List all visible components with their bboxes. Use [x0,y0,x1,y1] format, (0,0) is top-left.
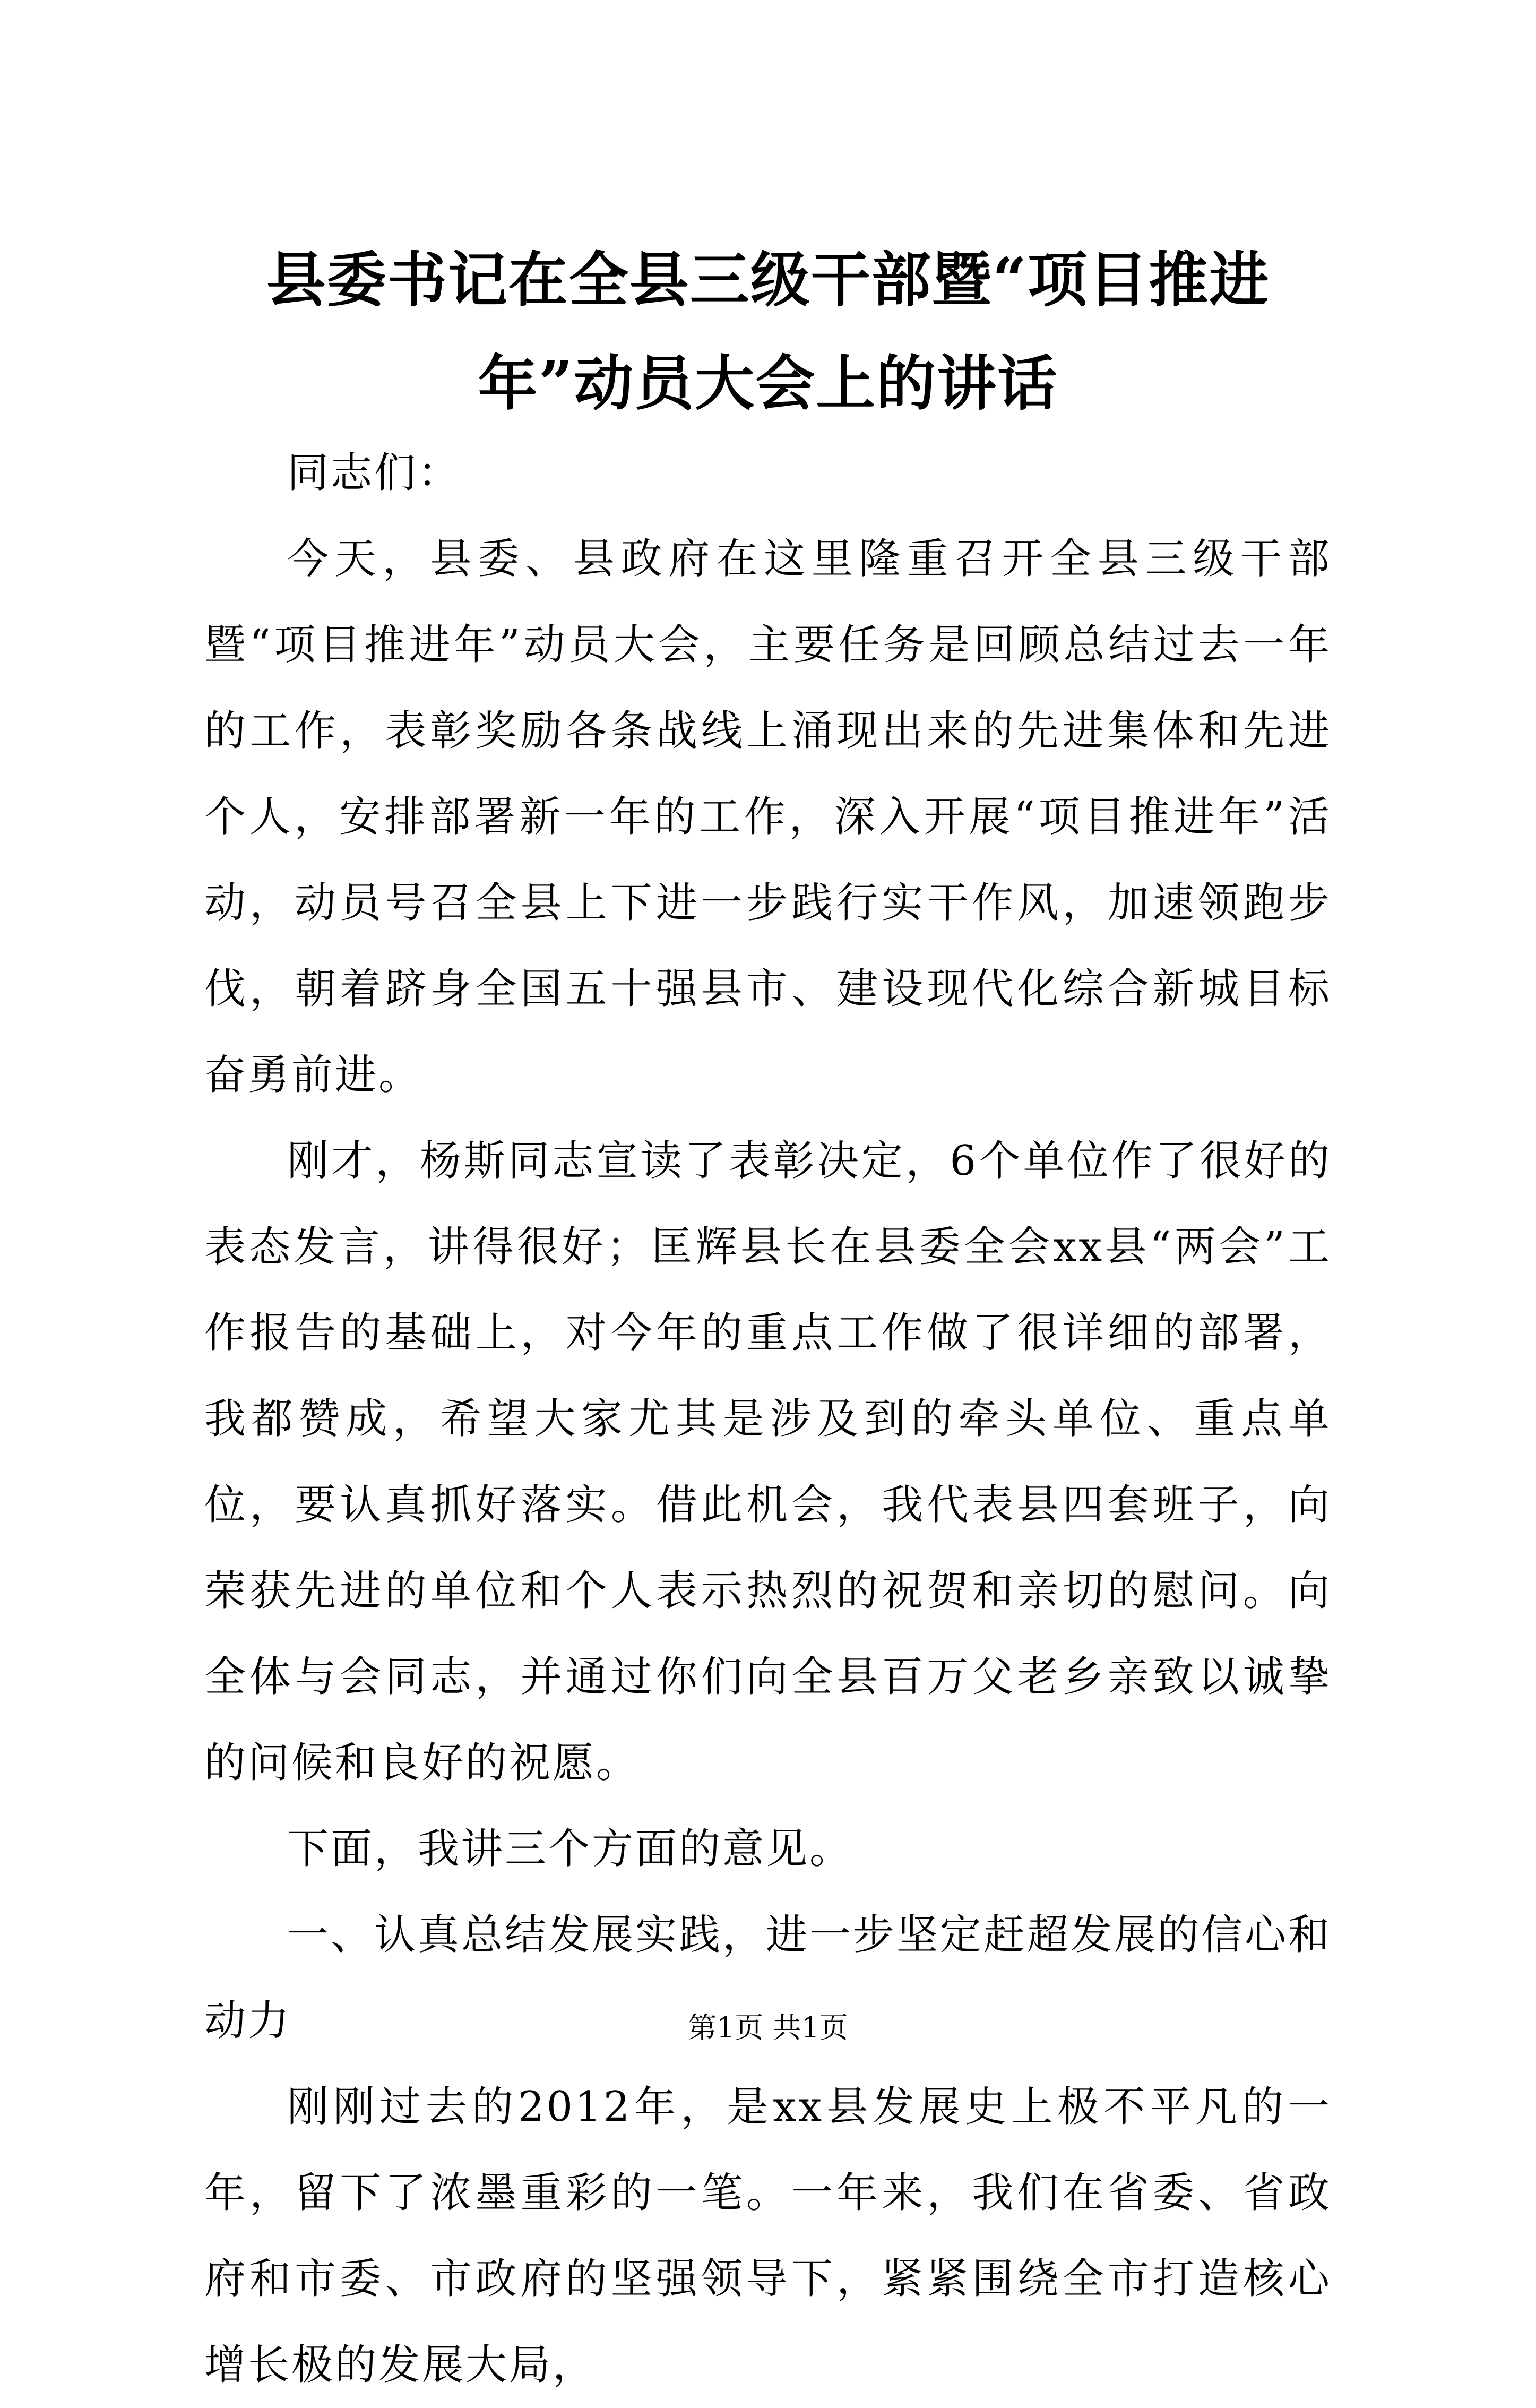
salutation-paragraph: 同志们： [287,449,462,497]
body-paragraph: 刚才，杨斯同志宣读了表彰决定，6个单位作了很好的表态发言，讲得很好；匡辉县长在县委全会xx县“两会”工作报告的基础上，对今年的重点工作做了很详细的部署，我都赞成，希望大家尤其是涉及到的牵头单位、重点单位，要认真抓好落实。借此机会，我代表县四套班子，向荣获先进的单位和个人表示热烈的祝贺和亲切的慰问。向全体与会同志，并通过你们向全县百万父老乡亲致以诚挚的问候和良好的祝愿。 [204,1137,1332,1787]
body-paragraph: 下面，我讲三个方面的意见。 [287,1825,853,1873]
page-footer: 第1页 共1页 [688,2011,848,2044]
body-paragraph: 刚刚过去的2012年，是xx县发展史上极不平凡的一年，留下了浓墨重彩的一笔。一年来，我们在省委、省政府和市委、市政府的坚强领导下，紧紧围绕全市打造核心增长极的发展大局， [204,2083,1332,2389]
section-heading: 一、认真总结发展实践，进一步坚定赶超发展的信心和动力 [204,1911,1332,2045]
document-title: 县委书记在全县三级干部暨“项目推进年”动员大会上的讲话 [266,245,1270,418]
body-paragraph: 今天，县委、县政府在这里隆重召开全县三级干部暨“项目推进年”动员大会，主要任务是回顾总结过去一年的工作，表彰奖励各条战线上涌现出来的先进集体和先进个人，安排部署新一年的工作，深入开展“项目推进年”活动，动员号召全县上下进一步践行实干作风，加速领跑步伐，朝着跻身全国五十强县市、建设现代化综合新城目标奋勇前进。 [204,535,1332,1099]
document-body [204,430,1332,2408]
